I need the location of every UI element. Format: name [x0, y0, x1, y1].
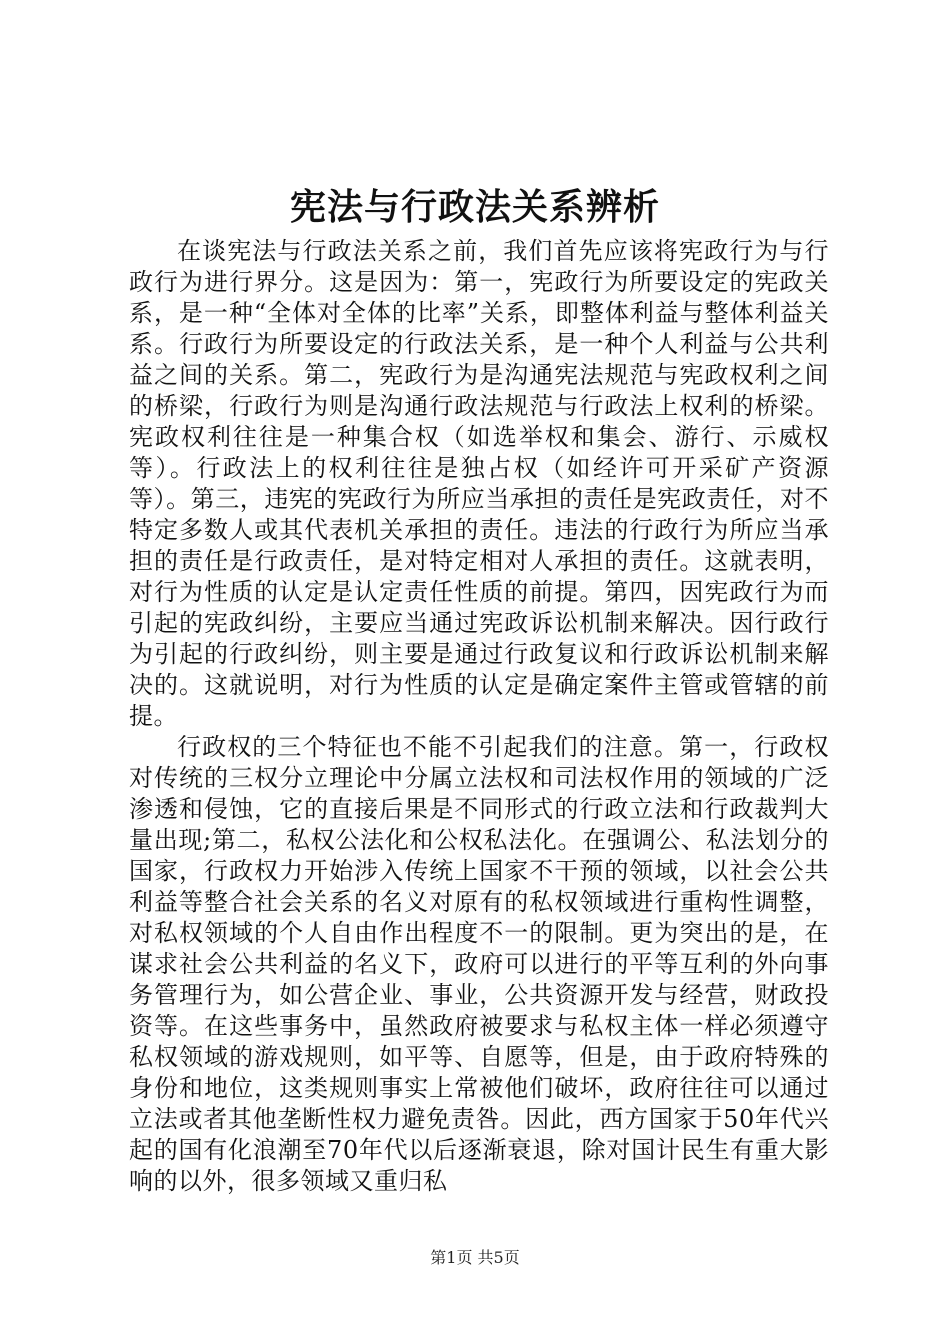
- body-paragraph-1: 在谈宪法与行政法关系之前，我们首先应该将宪政行为与行政行为进行界分。这是因为：第一，宪政行为所要设定的宪政关系，是一种“全体对全体的比率”关系，即整体利益与整体利益关系。行政行为所要设定的行政法关系，是一种个人利益与公共利益之间的关系。第二，宪政行为是沟通宪法规范与宪政权利之间的桥梁，行政行为则是沟通行政法规范与行政法上权利的桥梁。宪政权利往往是一种集合权（如选举权和集会、游行、示威权等）。行政法上的权利往往是独占权（如经许可开采矿产资源等）。第三，违宪的宪政行为所应当承担的责任是宪政责任，对不特定多数人或其代表机关承担的责任。违法的行政行为所应当承担的责任是行政责任，是对特定相对人承担的责任。这就表明，对行为性质的认定是认定责任性质的前提。第四，因宪政行为而引起的宪政纠纷，主要应当通过宪政诉讼机制来解决。因行政行为引起的行政纠纷，则主要是通过行政复议和行政诉讼机制来解决的。这就说明，对行为性质的认定是确定案件主管或管辖的前提。: [129, 237, 829, 730]
- page-footer: 第1页 共5页: [430, 1248, 520, 1267]
- document-title: 宪法与行政法关系辨析: [289, 186, 660, 228]
- body-paragraph-2: 行政权的三个特征也不能不引起我们的注意。第一，行政权对传统的三权分立理论中分属立法权和司法权作用的领域的广泛渗透和侵蚀，它的直接后果是不同形式的行政立法和行政裁判大量出现;第二，私权公法化和公权私法化。在强调公、私法划分的国家，行政权力开始涉入传统上国家不干预的领域，以社会公共利益等整合社会关系的名义对原有的私权领域进行重构性调整，对私权领域的个人自由作出程度不一的限制。更为突出的是，在谋求社会公共利益的名义下，政府可以进行的平等互利的外向事务管理行为，如公营企业、事业，公共资源开发与经营，财政投资等。在这些事务中，虽然政府被要求与私权主体一样必须遵守私权领域的游戏规则，如平等、自愿等，但是，由于政府特殊的身份和地位，这类规则事实上常被他们破坏，政府往往可以通过立法或者其他垄断性权力避免责咎。因此，西方国家于50年代兴起的国有化浪潮至70年代以后逐渐衰退，除对国计民生有重大影响的以外，很多领域又重归私: [129, 733, 829, 1195]
- document-body: [129, 236, 829, 1197]
